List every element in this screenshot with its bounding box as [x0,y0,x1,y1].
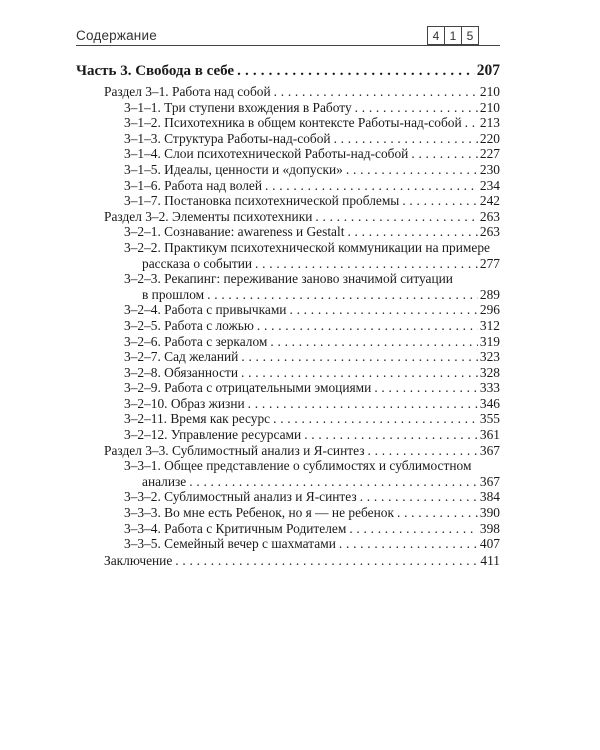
page-digit-box: 5 [461,26,479,45]
page-digit-box: 1 [444,26,462,45]
toc-page-number: 220 [479,130,500,146]
toc-leader-dots [248,396,478,412]
header-title: Содержание [76,28,157,43]
toc-leader-dots [265,178,478,194]
toc-subsection-entry [76,131,500,147]
toc-label-line2: в прошлом [142,286,205,302]
toc-leader-dots [355,100,478,116]
toc-page-number: 263 [479,224,500,240]
toc-subsection-entry [76,302,500,318]
toc-page-number: 390 [479,505,500,521]
toc-leader-dots [465,115,478,131]
toc-subsection-label-line1: 3–2–3. Рекапинг: переживание заново значимой ситуации [124,271,453,287]
toc-label: 3–2–7. Сад желаний [124,349,239,365]
toc-leader-dots [241,365,478,381]
toc-page-number: 355 [479,411,500,427]
toc-subsection-label-line1: 3–2–2. Практикум психотехнической коммуникации на примере [124,239,490,255]
toc-subsection-entry [76,427,500,443]
toc-label: 3–2–5. Работа с ложью [124,317,254,333]
toc-label: 3–2–1. Сознавание: awareness и Gestalt [124,224,345,240]
toc-label: 3–1–5. Идеалы, ценности и «допуски» [124,161,343,177]
toc-label: 3–2–11. Время как ресурс [124,411,271,427]
toc-leader-dots [402,193,478,209]
toc-subsection-continuation [76,256,500,272]
toc-label: 3–2–12. Управление ресурсами [124,427,302,443]
page-number-boxes [428,26,479,45]
toc-subsection-entry [76,193,500,209]
toc-page-number: 277 [479,255,500,271]
toc-leader-dots [270,334,478,350]
toc-leader-dots [346,162,478,178]
toc-page-number: 210 [479,99,500,115]
toc-page-number: 234 [479,177,500,193]
toc-subsection-entry [76,100,500,116]
toc-page-number: 346 [479,395,500,411]
toc-subsection-entry [76,146,500,162]
toc-subsection-entry [76,396,500,412]
toc-leader-dots [374,380,478,396]
toc-conclusion-entry [76,553,500,569]
toc-leader-dots [255,256,478,272]
toc-label: 3–1–1. Три ступени вхождения в Работу [124,99,352,115]
toc-label: Раздел 3–3. Сублимостный анализ и Я-синтез [104,442,365,458]
toc-label: 3–3–2. Сублимостный анализ и Я-синтез [124,489,357,505]
toc-page-number: 333 [479,380,500,396]
toc-leader-dots [274,84,478,100]
toc-subsection-entry [76,224,500,240]
toc-page-number: 312 [479,317,500,333]
toc-page-number: 398 [479,520,500,536]
toc-label: 3–3–5. Семейный вечер с шахматами [124,536,336,552]
running-header [76,26,500,48]
table-of-contents [76,62,500,568]
toc-subsection-entry [76,489,500,505]
toc-label: 3–1–7. Постановка психотехнической проблемы [124,193,400,209]
toc-page-number: 213 [479,115,500,131]
toc-subsection-entry [76,380,500,396]
toc-subsection-entry [76,318,500,334]
toc-part-entry [76,62,500,80]
toc-page-number: 242 [479,193,500,209]
toc-leader-dots [207,287,478,303]
toc-page-number: 407 [479,536,500,552]
toc-page-number: 289 [479,286,500,302]
toc-page-number: 207 [476,62,500,79]
toc-page-number: 361 [479,427,500,443]
toc-page-number: 411 [480,552,500,568]
toc-label: 3–2–4. Работа с привычками [124,302,287,318]
toc-subsection-entry [76,411,500,427]
toc-page-number: 263 [479,208,500,224]
toc-label: Часть 3. Свобода в себе [76,63,235,79]
toc-label: Раздел 3–2. Элементы психотехники [104,208,313,224]
toc-leader-dots [349,521,478,537]
toc-label-line2: анализе [142,473,187,489]
toc-label: 3–3–3. Во мне есть Ребенок, но я — не ребенок [124,505,394,521]
toc-label: Заключение [104,552,173,568]
toc-subsection-entry [76,115,500,131]
toc-section-entry [76,443,500,459]
toc-page-number: 367 [479,442,500,458]
toc-leader-dots [347,224,477,240]
toc-label-line2: рассказа о событии [142,255,253,271]
toc-leader-dots [397,505,478,521]
toc-subsection-entry [76,365,500,381]
toc-leader-dots [368,443,478,459]
toc-label: 3–2–8. Обязанности [124,364,239,380]
toc-label: 3–2–10. Образ жизни [124,395,245,411]
toc-section-entry [76,209,500,225]
toc-label: 3–1–4. Слои психотехнической Работы-над-собой [124,146,409,162]
toc-page-number: 210 [479,84,500,99]
toc-leader-dots [241,349,478,365]
toc-label: 3–1–3. Структура Работы-над-собой [124,130,331,146]
toc-leader-dots [360,489,478,505]
toc-leader-dots [289,302,477,318]
toc-page-number: 230 [479,161,500,177]
toc-page-number: 323 [479,349,500,365]
toc-subsection-entry [76,521,500,537]
toc-subsection-label-line1: 3–3–1. Общее представление о сублимостях и сублимостном [124,458,472,474]
toc-leader-dots [273,411,478,427]
toc-subsection-entry [76,334,500,350]
toc-subsection-continuation [76,287,500,303]
page-digit-box: 4 [427,26,445,45]
toc-page-number: 328 [479,364,500,380]
toc-label: 3–2–6. Работа с зеркалом [124,333,268,349]
toc-page-number: 227 [479,146,500,162]
toc-subsection-continuation [76,474,500,490]
toc-page-number: 367 [479,473,500,489]
toc-leader-dots [257,318,478,334]
toc-leader-dots [304,427,478,443]
toc-leader-dots [175,553,478,569]
toc-leader-dots [315,209,478,225]
toc-leader-dots [237,63,475,80]
toc-label: 3–3–4. Работа с Критичным Родителем [124,520,347,536]
toc-leader-dots [189,474,478,490]
toc-label: 3–1–2. Психотехника в общем контексте Работы-над-собой [124,115,462,131]
toc-subsection-entry [76,536,500,552]
toc-subsection-entry [76,349,500,365]
toc-page-number: 384 [479,489,500,505]
toc-leader-dots [334,131,478,147]
toc-leader-dots [411,146,478,162]
toc-label: 3–2–9. Работа с отрицательными эмоциями [124,380,372,396]
toc-leader-dots [339,536,478,552]
toc-page-number: 319 [479,333,500,349]
toc-label: 3–1–6. Работа над волей [124,177,263,193]
toc-label: Раздел 3–1. Работа над собой [104,84,271,99]
toc-section-entry [76,84,500,100]
toc-page-number: 296 [479,302,500,318]
toc-subsection-entry [76,505,500,521]
toc-subsection-entry [76,178,500,194]
toc-subsection-entry [76,162,500,178]
